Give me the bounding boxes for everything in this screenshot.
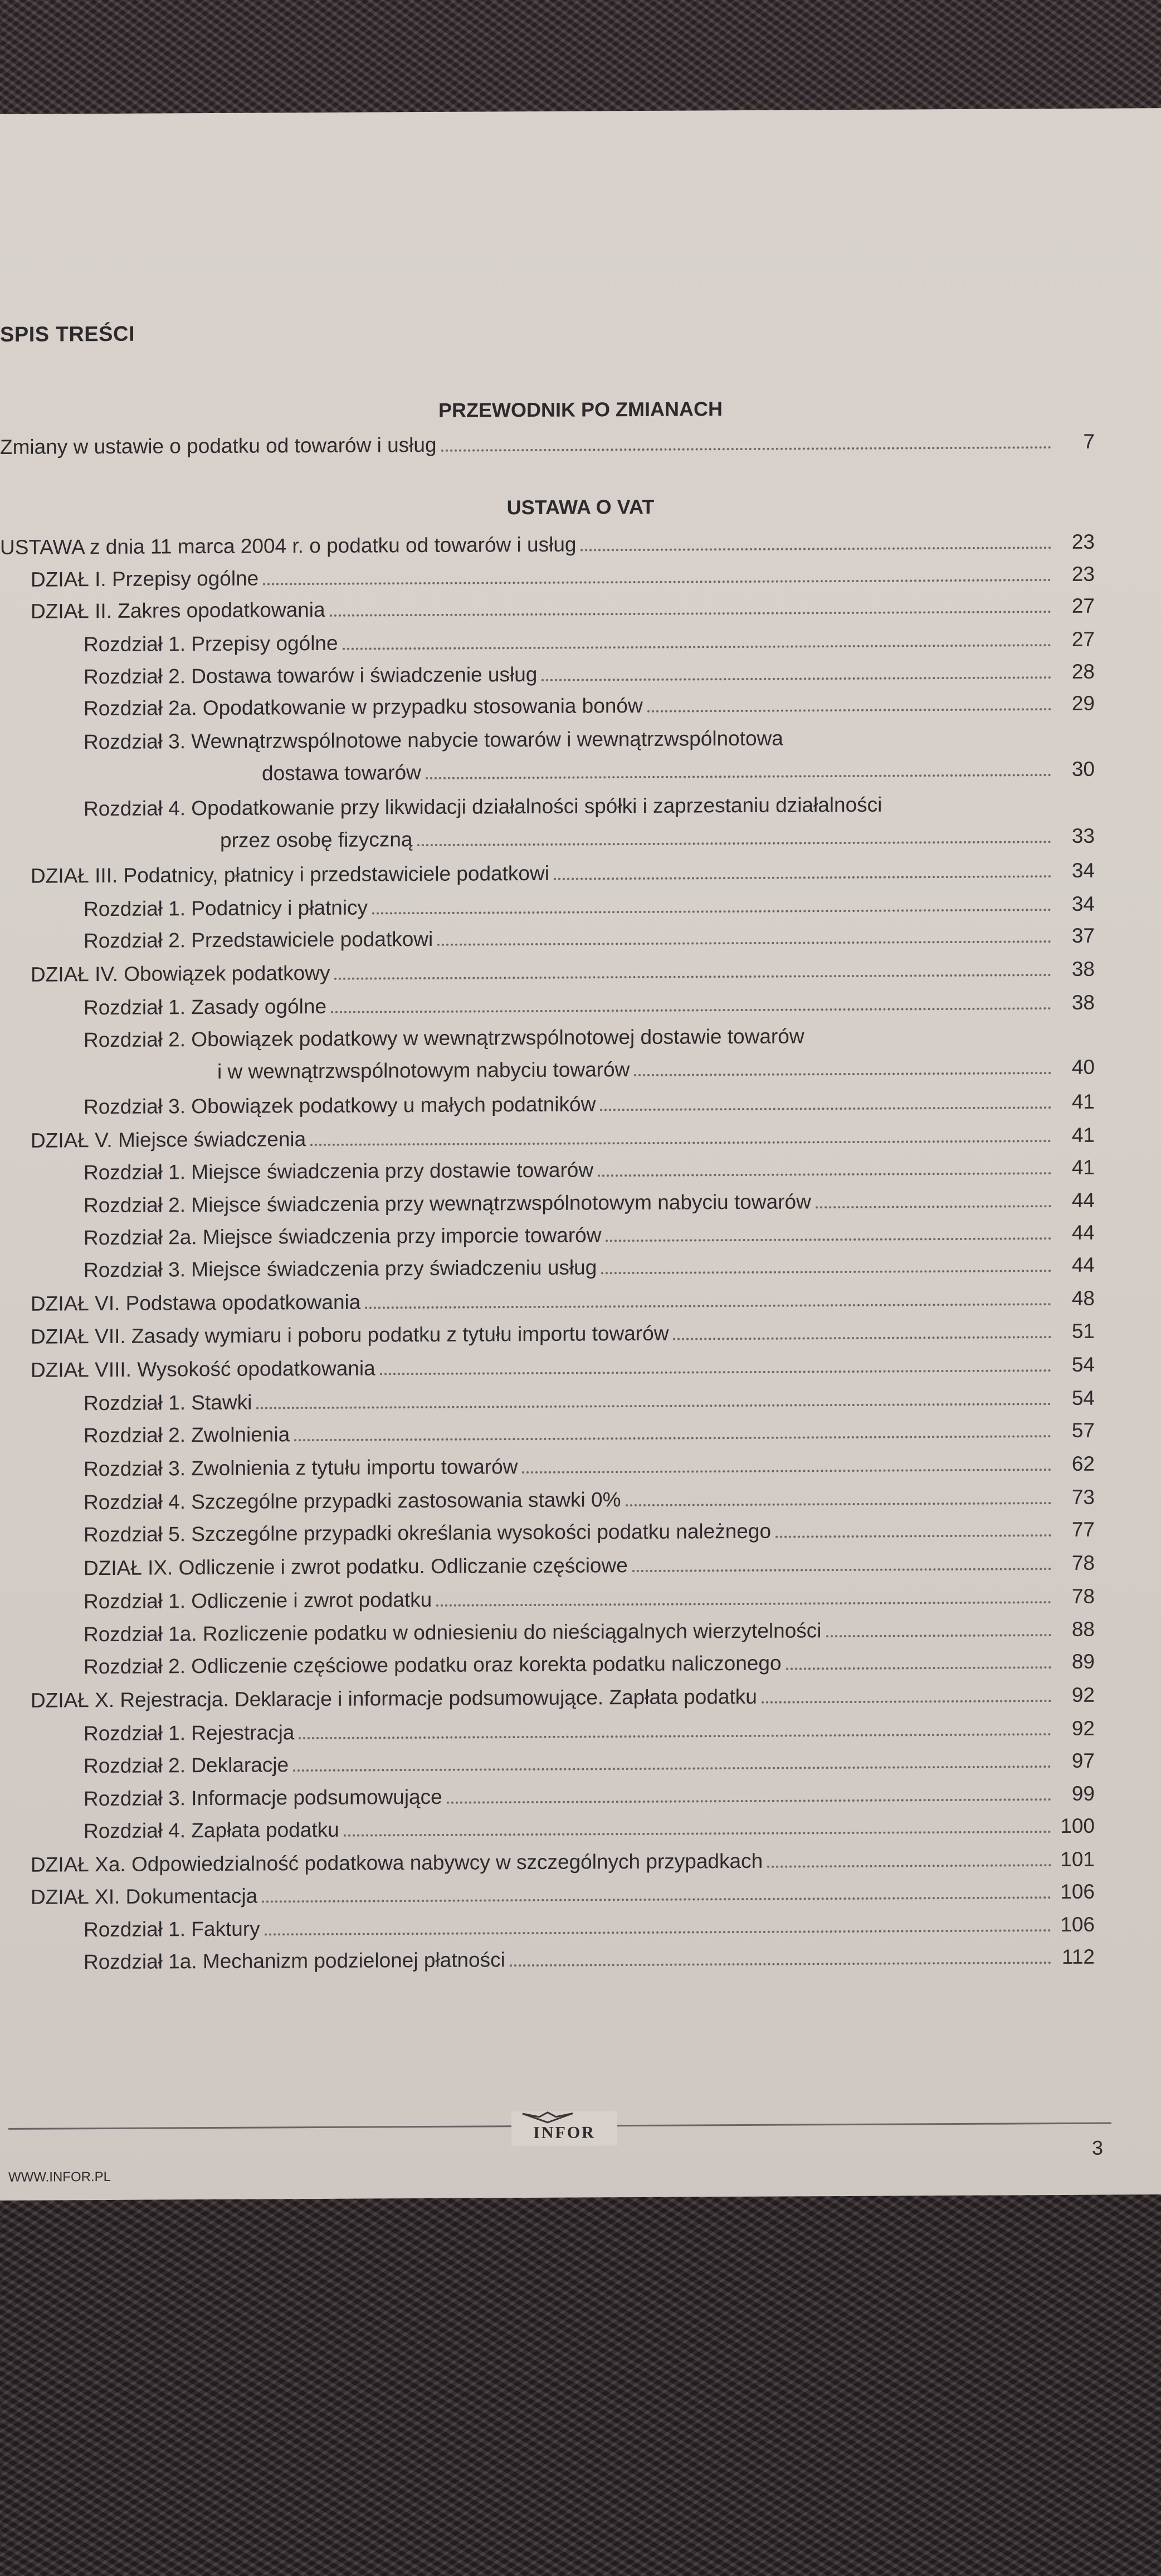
toc-entry bbox=[84, 1649, 1095, 1680]
toc-entry bbox=[217, 1055, 1095, 1085]
dot-leader bbox=[294, 1435, 1051, 1441]
toc-page-number: 34 bbox=[1071, 892, 1095, 915]
dot-leader bbox=[293, 1765, 1051, 1772]
toc-entry-title: Rozdział 2. Miejsce świadczenia przy wewnątrzwspólnotowym nabyciu towarów bbox=[84, 1190, 811, 1217]
toc-entry-title: Rozdział 1a. Mechanizm podzielonej płatności bbox=[84, 1948, 505, 1974]
dot-leader bbox=[299, 1733, 1051, 1739]
logo-text: INFOR bbox=[533, 2123, 596, 2142]
dot-leader bbox=[786, 1666, 1051, 1670]
toc-entry bbox=[84, 627, 1095, 658]
website-url: WWW.INFOR.PL bbox=[8, 2169, 111, 2185]
dot-leader bbox=[343, 644, 1051, 650]
dot-leader bbox=[330, 611, 1051, 617]
toc-page-number: 89 bbox=[1071, 1650, 1095, 1673]
toc-entry-title: DZIAŁ Xa. Odpowiedzialność podatkowa nabywcy w szczególnych przypadkach bbox=[31, 1849, 763, 1876]
dot-leader bbox=[372, 909, 1051, 914]
toc-entry-title: Rozdział 3. Miejsce świadczenia przy świadczeniu usług bbox=[84, 1256, 597, 1282]
toc-entry bbox=[262, 757, 1095, 787]
toc-entry-title: Rozdział 1. Stawki bbox=[84, 1391, 252, 1415]
toc-page-number: 37 bbox=[1071, 924, 1095, 947]
toc-entry bbox=[84, 1089, 1095, 1120]
toc-entry bbox=[0, 529, 1095, 560]
toc-entry bbox=[31, 1286, 1095, 1317]
toc-entry-title: Rozdział 2. Odliczenie częściowe podatku oraz korekta podatku naliczonego bbox=[84, 1651, 782, 1679]
toc-entry-title: Rozdział 1. Miejsce świadczenia przy dostawie towarów bbox=[84, 1158, 594, 1184]
toc-entry bbox=[84, 1451, 1095, 1482]
toc-entry-title: USTAWA z dnia 11 marca 2004 r. o podatku od towarów i usług bbox=[0, 533, 577, 559]
toc-entry-title: DZIAŁ XI. Dokumentacja bbox=[31, 1884, 258, 1909]
toc-entry-title: Rozdział 4. Opodatkowanie przy likwidacji działalności spółki i zaprzestaniu działalności bbox=[84, 793, 882, 821]
toc-entry-title: Rozdział 3. Informacje podsumowujące bbox=[84, 1785, 442, 1811]
dot-leader bbox=[417, 841, 1051, 846]
toc-page-number: 54 bbox=[1071, 1386, 1095, 1409]
toc-entry bbox=[31, 562, 1095, 593]
toc-page-number: 78 bbox=[1071, 1584, 1095, 1608]
toc-entry-title: Rozdział 5. Szczególne przypadki określania wysokości podatku należnego bbox=[84, 1519, 772, 1546]
toc-page-number: 99 bbox=[1071, 1782, 1095, 1805]
dot-leader bbox=[600, 1106, 1051, 1111]
dot-leader bbox=[522, 1468, 1051, 1474]
toc-entry-title: Rozdział 1. Odliczenie i zwrot podatku bbox=[84, 1588, 432, 1613]
dot-leader bbox=[365, 1303, 1051, 1309]
toc-entry-title: DZIAŁ IV. Obowiązek podatkowy bbox=[31, 961, 330, 986]
toc-entry-title: Rozdział 1. Przepisy ogólne bbox=[84, 631, 338, 656]
toc-page-number: 29 bbox=[1071, 691, 1095, 715]
toc-entry bbox=[84, 923, 1095, 954]
toc-entry bbox=[84, 990, 1095, 1021]
dot-leader bbox=[426, 774, 1051, 779]
toc-entry-title: Rozdział 2. Dostawa towarów i świadczenie usług bbox=[84, 662, 538, 689]
wing-icon bbox=[511, 2111, 584, 2124]
toc-page-number: 38 bbox=[1071, 991, 1095, 1014]
toc-page-number: 62 bbox=[1071, 1452, 1095, 1475]
toc-page-number: 23 bbox=[1071, 530, 1095, 553]
toc-page-number: 77 bbox=[1071, 1518, 1095, 1541]
dot-leader bbox=[542, 676, 1051, 681]
dot-leader bbox=[262, 1896, 1051, 1902]
toc-entry bbox=[31, 1123, 1095, 1154]
toc-entry-title: Rozdział 2a. Miejsce świadczenia przy imporcie towarów bbox=[84, 1223, 602, 1250]
toc-page-number: 73 bbox=[1071, 1485, 1095, 1509]
toc-entry-title: Rozdział 1. Podatnicy i płatnicy bbox=[84, 896, 368, 921]
dot-leader bbox=[775, 1534, 1051, 1538]
toc-entry bbox=[84, 1418, 1095, 1449]
toc-page-number: 51 bbox=[1071, 1319, 1095, 1343]
dot-leader bbox=[647, 708, 1051, 713]
page-title: SPIS TREŚCI bbox=[0, 322, 135, 347]
section-heading-przewodnik: PRZEWODNIK PO ZMIANACH bbox=[438, 397, 723, 422]
dot-leader bbox=[554, 875, 1051, 880]
toc-page-number: 40 bbox=[1071, 1055, 1095, 1079]
toc-entry-title: DZIAŁ IX. Odliczenie i zwrot podatku. Odliczanie częściowe bbox=[84, 1554, 628, 1580]
toc-entry-title: DZIAŁ III. Podatnicy, płatnicy i przedstawiciele podatkowi bbox=[31, 861, 549, 887]
toc-entry bbox=[84, 1781, 1095, 1812]
dot-leader bbox=[334, 974, 1051, 980]
toc-entry bbox=[84, 1485, 1095, 1516]
toc-entry bbox=[31, 1879, 1095, 1910]
toc-entry-continuation: i w wewnątrzwspólnotowym nabyciu towarów bbox=[217, 1058, 630, 1083]
dot-leader bbox=[632, 1568, 1051, 1572]
toc-entry bbox=[31, 858, 1095, 889]
toc-entry-title: Rozdział 2. Obowiązek podatkowy w wewnątrzwspólnotowej dostawie towarów bbox=[84, 1024, 804, 1052]
toc-entry-title: DZIAŁ VIII. Wysokość opodatkowania bbox=[31, 1357, 375, 1382]
toc-entry-continuation: przez osobę fizyczną bbox=[220, 828, 413, 852]
toc-entry bbox=[84, 1584, 1095, 1615]
toc-entry bbox=[84, 891, 1095, 923]
toc-entry-continuation: dostawa towarów bbox=[262, 761, 421, 785]
toc-page-number: 100 bbox=[1060, 1814, 1095, 1838]
toc-page-number: 112 bbox=[1062, 1945, 1095, 1969]
toc-entry bbox=[84, 1220, 1095, 1251]
toc-entry bbox=[84, 1716, 1095, 1747]
toc-page-number: 27 bbox=[1071, 594, 1095, 617]
toc-entry bbox=[84, 1188, 1095, 1219]
toc-entry-title: Rozdział 2. Zwolnienia bbox=[84, 1423, 290, 1447]
toc-page-number: 78 bbox=[1071, 1551, 1095, 1574]
toc-entry-title: DZIAŁ VI. Podstawa opodatkowania bbox=[31, 1290, 361, 1315]
dot-leader bbox=[380, 1369, 1051, 1375]
toc-page-number: 44 bbox=[1071, 1221, 1095, 1244]
toc-entry bbox=[220, 823, 1095, 853]
toc-page-number: 54 bbox=[1071, 1353, 1095, 1376]
toc-entry-title: Rozdział 3. Wewnątrzwspólnotowe nabycie towarów i wewnątrzwspólnotowa bbox=[84, 726, 783, 754]
dot-leader bbox=[634, 1072, 1051, 1076]
dot-leader bbox=[606, 1237, 1051, 1242]
toc-entry-title: Rozdział 3. Obowiązek podatkowy u małych podatników bbox=[84, 1092, 596, 1119]
toc-entry bbox=[84, 691, 1095, 722]
toc-page-number: 48 bbox=[1071, 1286, 1095, 1310]
toc-page-number: 44 bbox=[1071, 1188, 1095, 1212]
document-page bbox=[0, 108, 1161, 2201]
dot-leader bbox=[762, 1700, 1051, 1704]
toc-entry-title: DZIAŁ X. Rejestracja. Deklaracje i informacje podsumowujące. Zapłata podatku bbox=[31, 1685, 757, 1712]
toc-page-number: 101 bbox=[1060, 1847, 1095, 1871]
toc-page-number: 27 bbox=[1071, 627, 1095, 651]
toc-page-number: 57 bbox=[1071, 1418, 1095, 1442]
dot-leader bbox=[331, 1007, 1051, 1013]
toc-entry bbox=[31, 1682, 1095, 1714]
toc-entry-title: Rozdział 1a. Rozliczenie podatku w odniesieniu do nieściągalnych wierzytelności bbox=[84, 1619, 822, 1646]
toc-entry bbox=[84, 1748, 1095, 1779]
dot-leader bbox=[510, 1962, 1051, 1967]
toc-entry-title: Rozdział 4. Szczególne przypadki zastosowania stawki 0% bbox=[84, 1488, 621, 1514]
toc-entry-title: Zmiany w ustawie o podatku od towarów i usług bbox=[0, 433, 437, 458]
dot-leader bbox=[310, 1140, 1051, 1146]
toc-entry bbox=[84, 1155, 1095, 1186]
toc-page-number: 106 bbox=[1060, 1880, 1095, 1904]
toc-page-number: 41 bbox=[1071, 1123, 1095, 1146]
toc-page-number: 41 bbox=[1071, 1155, 1095, 1179]
carpet-background-bottom bbox=[0, 2189, 1161, 2576]
toc-page-number: 41 bbox=[1071, 1090, 1095, 1113]
dot-leader bbox=[447, 1798, 1051, 1804]
toc-entry bbox=[84, 1517, 1095, 1548]
toc-page-number: 92 bbox=[1071, 1716, 1095, 1740]
section-heading-ustawa: USTAWA O VAT bbox=[506, 495, 655, 519]
dot-leader bbox=[265, 1929, 1051, 1935]
toc-entry bbox=[31, 593, 1095, 625]
dot-leader bbox=[598, 1172, 1051, 1177]
page-number: 3 bbox=[1092, 2136, 1104, 2159]
toc-entry bbox=[84, 1550, 1095, 1582]
toc-page-number: 92 bbox=[1071, 1683, 1095, 1706]
toc-entry bbox=[31, 1352, 1095, 1383]
toc-page-number: 30 bbox=[1071, 757, 1095, 780]
dot-leader bbox=[256, 1403, 1051, 1409]
toc-page-number: 7 bbox=[1083, 430, 1095, 453]
dot-leader bbox=[437, 940, 1051, 946]
publisher-logo bbox=[511, 2111, 617, 2146]
dot-leader bbox=[673, 1336, 1051, 1340]
toc-entry-title: DZIAŁ V. Miejsce świadczenia bbox=[31, 1128, 306, 1152]
toc-entry bbox=[84, 659, 1095, 690]
toc-entry bbox=[84, 1944, 1095, 1975]
toc-entry bbox=[31, 957, 1095, 988]
dot-leader bbox=[601, 1270, 1051, 1274]
toc-entry bbox=[0, 429, 1095, 460]
dot-leader bbox=[826, 1634, 1051, 1637]
toc-entry-title: Rozdział 2. Deklaracje bbox=[84, 1753, 289, 1778]
toc-entry bbox=[31, 1847, 1095, 1878]
toc-entry bbox=[31, 1319, 1095, 1350]
dot-leader bbox=[263, 579, 1051, 585]
toc-page-number: 88 bbox=[1071, 1617, 1095, 1641]
dot-leader bbox=[436, 1601, 1051, 1607]
toc-entry bbox=[84, 1617, 1095, 1648]
toc-entry-title: Rozdział 2a. Opodatkowanie w przypadku stosowania bonów bbox=[84, 694, 643, 720]
toc-page-number: 38 bbox=[1071, 957, 1095, 980]
toc-entry-title: DZIAŁ VII. Zasady wymiaru i poboru podatku z tytułu importu towarów bbox=[31, 1321, 669, 1348]
toc-page-number: 106 bbox=[1060, 1913, 1095, 1936]
toc-entry-title: Rozdział 1. Faktury bbox=[84, 1917, 260, 1941]
toc-entry bbox=[84, 1385, 1095, 1417]
toc-entry-title: Rozdział 4. Zapłata podatku bbox=[84, 1818, 339, 1843]
toc-entry bbox=[84, 1813, 1095, 1845]
toc-page-number: 44 bbox=[1071, 1253, 1095, 1276]
dot-leader bbox=[441, 446, 1051, 452]
toc-entry-title: Rozdział 2. Przedstawiciele podatkowi bbox=[84, 927, 433, 953]
dot-leader bbox=[767, 1864, 1051, 1868]
toc-page-number: 33 bbox=[1071, 824, 1095, 847]
toc-entry-title: Rozdział 1. Zasady ogólne bbox=[84, 994, 327, 1019]
dot-leader bbox=[580, 547, 1051, 551]
toc-entry bbox=[84, 1912, 1095, 1943]
toc-page-number: 23 bbox=[1071, 562, 1095, 586]
dot-leader bbox=[344, 1831, 1051, 1837]
toc-page-number: 34 bbox=[1071, 858, 1095, 882]
toc-entry-title: Rozdział 1. Rejestracja bbox=[84, 1721, 295, 1745]
toc-entry-title: Rozdział 3. Zwolnienia z tytułu importu towarów bbox=[84, 1455, 518, 1481]
toc-entry-title: DZIAŁ II. Zakres opodatkowania bbox=[31, 598, 325, 623]
toc-page-number: 28 bbox=[1071, 660, 1095, 683]
toc-entry-title: DZIAŁ I. Przepisy ogólne bbox=[31, 567, 259, 591]
toc-entry bbox=[84, 1252, 1095, 1284]
toc-page-number: 97 bbox=[1071, 1749, 1095, 1772]
dot-leader bbox=[626, 1502, 1051, 1506]
dot-leader bbox=[816, 1205, 1051, 1208]
